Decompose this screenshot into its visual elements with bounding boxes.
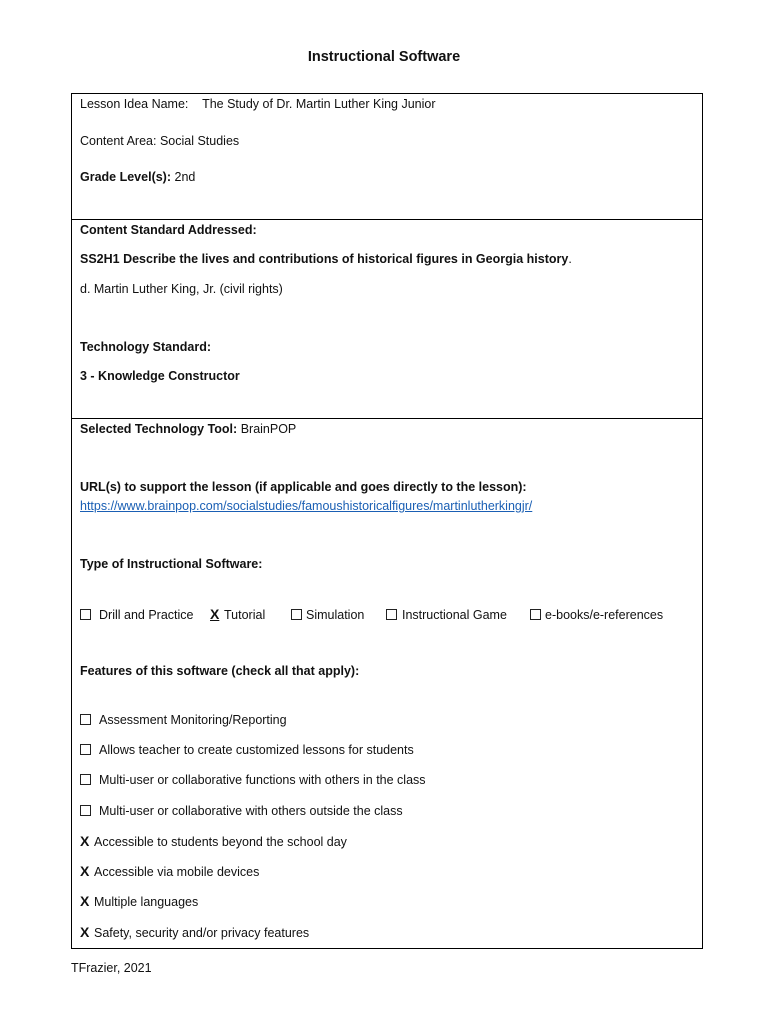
feature-label: Multiple languages [94,895,199,909]
type-option-label: Simulation [306,608,365,622]
selected-tool-row [80,421,296,437]
feature-label: Accessible to students beyond the school day [94,835,347,849]
content-standard-period: . [568,252,572,266]
type-option-label: e-books/e-references [545,608,664,622]
url-row [80,498,532,514]
content-area-label: Content Area: [80,134,157,148]
checkbox-checked-x-icon[interactable]: X [80,863,90,879]
type-option-label: Drill and Practice [99,608,194,622]
checkbox-checked-x-icon[interactable]: X [80,833,90,849]
content-standard-row [80,251,572,267]
grade-level-label: Grade Level(s): [80,170,172,184]
feature-label: Multi-user or collaborative functions with others in the class [99,773,426,787]
type-option-ebooks[interactable] [530,607,663,623]
feature-item[interactable] [80,803,403,819]
features-label: Features of this software (check all that apply): [80,664,360,678]
content-standard-code: SS2H1 Describe the lives and contributions of historical figures in Georgia history [80,252,569,266]
feature-label: Assessment Monitoring/Reporting [99,713,287,727]
feature-label: Accessible via mobile devices [94,865,260,879]
lesson-idea-label: Lesson Idea Name: [80,97,189,111]
content-standard-label: Content Standard Addressed: [80,223,257,237]
checkbox-unchecked-icon[interactable] [80,744,91,755]
checkbox-unchecked-icon[interactable] [80,774,91,785]
type-option-tutorial[interactable] [210,606,265,623]
lesson-url-link[interactable]: https://www.brainpop.com/socialstudies/famoushistoricalfigures/martinlutherkingjr/ [80,499,533,513]
type-option-simulation[interactable] [291,607,364,623]
selected-tool-value: BrainPOP [240,422,297,436]
feature-item[interactable] [80,742,414,758]
document-title: Instructional Software [307,49,461,65]
feature-item[interactable] [80,893,198,910]
checkbox-checked-x-icon[interactable]: X [210,606,220,622]
feature-item[interactable] [80,833,347,850]
technology-standard-label: Technology Standard: [80,340,212,354]
type-option-drill[interactable] [80,607,193,623]
lesson-idea-row [80,96,436,112]
lesson-form [71,93,703,949]
section-divider [72,219,702,220]
feature-label: Safety, security and/or privacy features [94,926,310,940]
type-option-label: Tutorial [224,608,266,622]
feature-item[interactable] [80,772,426,788]
type-option-label: Instructional Game [402,608,507,622]
lesson-idea-value: The Study of Dr. Martin Luther King Junior [202,97,436,111]
checkbox-unchecked-icon[interactable] [80,805,91,816]
footer-credit: TFrazier, 2021 [71,961,152,975]
grade-level-value: 2nd [174,170,196,184]
content-area-value: Social Studies [159,134,240,148]
feature-label: Allows teacher to create customized lessons for students [99,743,414,757]
checkbox-unchecked-icon[interactable] [291,609,302,620]
section-divider [72,418,702,419]
technology-standard-value: 3 - Knowledge Constructor [80,369,240,383]
feature-label: Multi-user or collaborative with others outside the class [99,804,403,818]
checkbox-unchecked-icon[interactable] [80,609,91,620]
software-type-label: Type of Instructional Software: [80,557,263,571]
checkbox-checked-x-icon[interactable]: X [80,893,90,909]
feature-item[interactable] [80,863,259,880]
url-label: URL(s) to support the lesson (if applicable and goes directly to the lesson): [80,480,527,494]
feature-item[interactable] [80,924,309,941]
type-option-instructional-game[interactable] [386,607,507,623]
selected-tool-label: Selected Technology Tool: [80,422,238,436]
checkbox-unchecked-icon[interactable] [530,609,541,620]
grade-level-row [80,169,195,185]
feature-item[interactable] [80,712,287,728]
checkbox-unchecked-icon[interactable] [80,714,91,725]
content-area-row [80,133,239,149]
content-standard-detail: d. Martin Luther King, Jr. (civil rights) [80,282,283,296]
checkbox-unchecked-icon[interactable] [386,609,397,620]
checkbox-checked-x-icon[interactable]: X [80,924,90,940]
